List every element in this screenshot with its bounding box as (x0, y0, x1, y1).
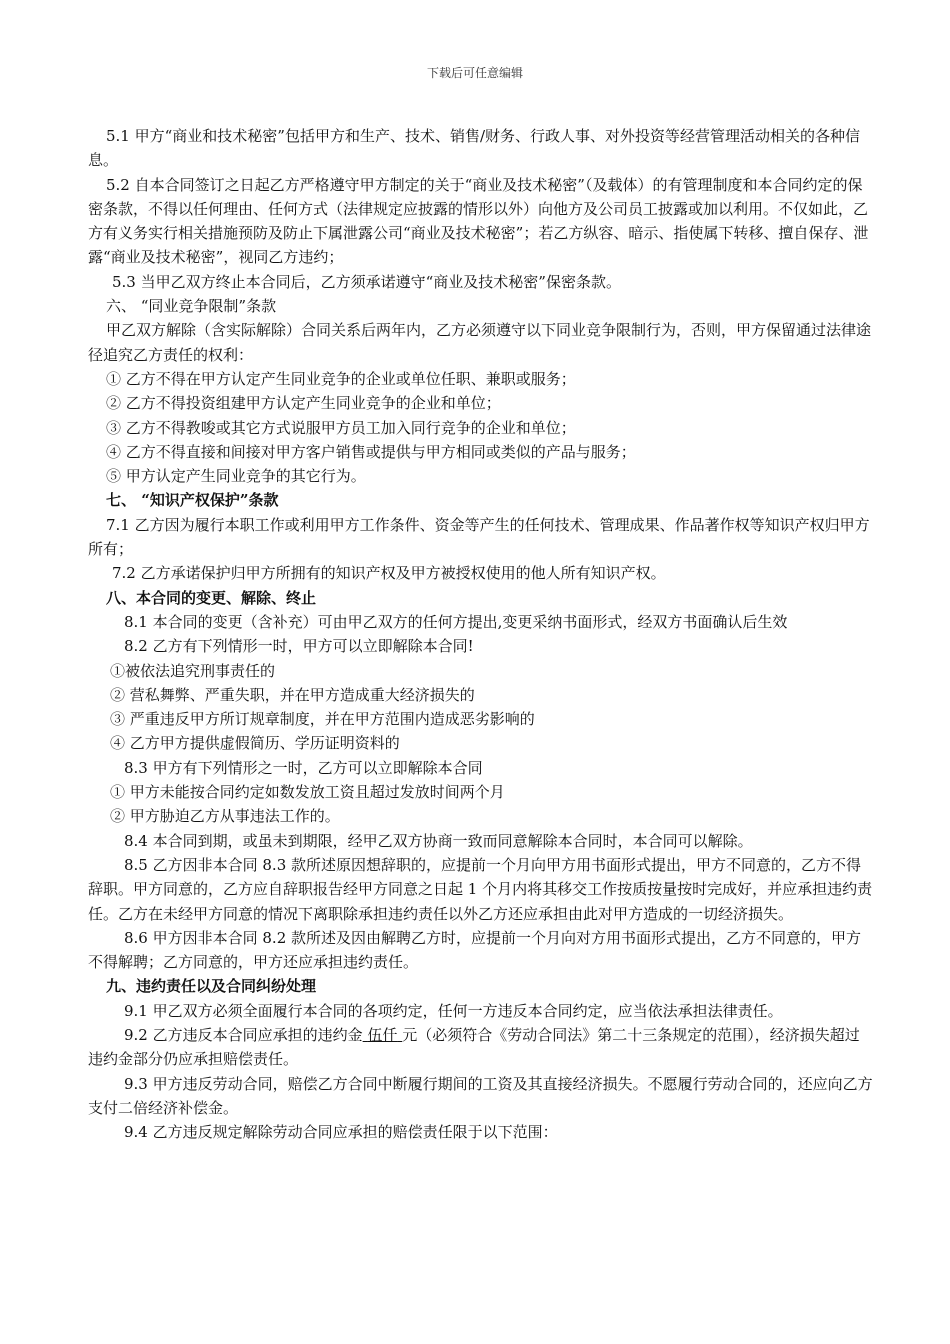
clause-5-1: 5.1 甲方“商业和技术秘密”包括甲方和生产、技术、销售/财务、行政人事、对外投资等经营管理活动相关的各种信息。 (88, 127, 861, 170)
clause-9-3: 9.3 甲方违反劳动合同，赔偿乙方合同中断履行期间的工资及其直接经济损失。不愿履行劳动合同的，还应向乙方支付二倍经济补偿金。 (88, 1074, 873, 1117)
clause-9-4: 9.4 乙方违反规定解除劳动合同应承担的赔偿责任限于以下范围： (124, 1123, 558, 1142)
section-6-item-3: ③ 乙方不得教唆或其它方式说服甲方员工加入同行竞争的企业和单位； (106, 418, 576, 437)
page-header: 下载后可任意编辑 (426, 66, 523, 80)
clause-8-6: 8.6 甲方因非本合同 8.2 款所述及因由解聘乙方时，应提前一个月向对方用书面形式提出，乙方不同意的，甲方不得解聘；乙方同意的，甲方还应承担违约责任。 (88, 928, 862, 972)
clause-9-2 (88, 1023, 874, 1072)
section-6-title: 六、 “同业竞争限制”条款 (106, 297, 277, 316)
clause-8-3: 8.3 甲方有下列情形之一时，乙方可以立即解除本合同 (124, 758, 483, 777)
section-6-intro: 甲乙双方解除（含实际解除）合同关系后两年内，乙方必须遵守以下同业竞争限制行为，否则，甲方保留通过法律途径追究乙方责任的权利： (88, 321, 872, 364)
section-8-title: 八、本合同的变更、解除、终止 (106, 588, 317, 607)
clause-8-2-item-2: ② 营私舞弊、严重失职，并在甲方造成重大经济损失的 (110, 685, 475, 704)
clause-8-4: 8.4 本合同到期，或虽未到期限，经甲乙双方协商一致而同意解除本合同时，本合同可以解除。 (124, 831, 753, 850)
clause-8-1: 8.1 本合同的变更（含补充）可由甲乙双方的任何方提出,变更采纳书面形式，经双方书面确认后生效 (124, 612, 788, 631)
clause-5-3: 5.3 当甲乙双方终止本合同后，乙方须承诺遵守“商业及技术秘密”保密条款。 (112, 272, 621, 291)
penalty-amount: 伍仟 (367, 1025, 398, 1044)
clause-9-1: 9.1 甲乙双方必须全面履行本合同的各项约定，任何一方违反本合同约定，应当依法承担法律责任。 (124, 1001, 783, 1020)
clause-8-2-item-4: ④ 乙方甲方提供虚假简历、学历证明资料的 (110, 734, 400, 753)
clause-7-2: 7.2 乙方承诺保护归甲方所拥有的知识产权及甲方被授权使用的他人所有知识产权。 (112, 564, 666, 583)
clause-8-5: 8.5 乙方因非本合同 8.3 款所述原因想辞职的，应提前一个月向甲方用书面形式提出，甲方不同意的，乙方不得辞职。甲方同意的，乙方应自辞职报告经甲方同意之日起 1 个月内将其移交工作按质按量按时完成好，并应承担违约责任。乙方在未经甲方同意的情况下离职除承担违约责任以外乙方还应承担由此对甲方造成的一切经济损失。 (88, 855, 873, 923)
section-7-title: 七、 “知识产权保护”条款 (106, 491, 279, 510)
clause-7-1: 7.1 乙方因为履行本职工作或利用甲方工作条件、资金等产生的任何技术、管理成果、作品著作权等知识产权归甲方所有； (88, 515, 870, 559)
clause-8-3-item-1: ① 甲方未能按合同约定如数发放工资且超过发放时间两个月 (110, 783, 505, 802)
section-6-item-1: ① 乙方不得在甲方认定产生同业竞争的企业或单位任职、兼职或服务； (106, 369, 576, 388)
clause-8-2-item-3: ③ 严重违反甲方所订规章制度，并在甲方范围内造成恶劣影响的 (110, 710, 535, 729)
section-6-item-5: ⑤ 甲方认定产生同业竞争的其它行为。 (106, 467, 366, 486)
clause-9-2-text-before: 9.2 乙方违反本合同应承担的违约金 (124, 1025, 363, 1044)
clause-8-3-item-2: ② 甲方胁迫乙方从事违法工作的。 (110, 807, 340, 826)
section-6-item-4: ④ 乙方不得直接和间接对甲方客户销售或提供与甲方相同或类似的产品与服务； (106, 442, 636, 461)
document-body (88, 124, 874, 1144)
clause-5-2: 5.2 自本合同签订之日起乙方严格遵守甲方制定的关于“商业及技术秘密”（及载体）的有管理制度和本合同约定的保密条款，不得以任何理由、任何方式（法律规定应披露的情形以外）向他方及公司员工披露或加以利用。不仅如此，乙方有义务实行相关措施预防及防止下属泄露公司“商业及技术秘密”；若乙方纵容、暗示、指使属下转移、擅自保存、泄露“商业及技术秘密”，视同乙方违约； (88, 175, 869, 267)
section-6-item-2: ② 乙方不得投资组建甲方认定产生同业竞争的企业和单位； (106, 394, 501, 413)
section-9-title: 九、违约责任以及合同纠纷处理 (106, 977, 317, 996)
clause-8-2-item-1: ①被依法追究刑事责任的 (110, 661, 276, 680)
clause-9-2-text-after: 元（必须符合《劳动合同法》第二十三条规定的范围），经济损失超过违约金部分仍应承担赔偿责任。 (88, 1025, 860, 1069)
clause-8-2: 8.2 乙方有下列情形一时，甲方可以立即解除本合同! (124, 637, 474, 656)
